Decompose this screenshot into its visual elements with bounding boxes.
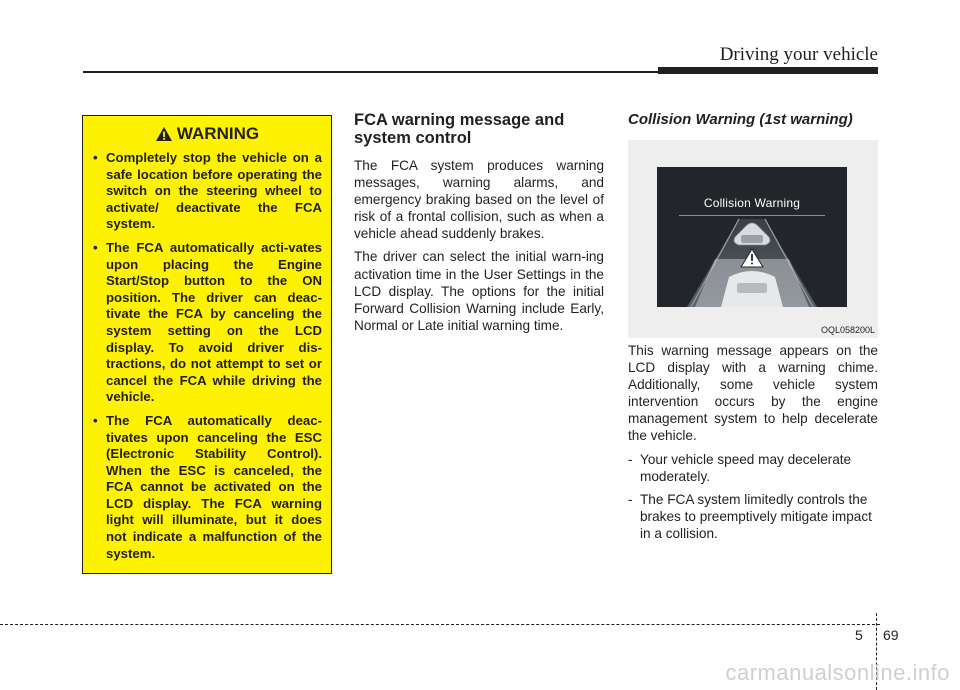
dash-item-text: Your vehicle speed may decelerate moderately.: [640, 451, 852, 484]
collision-warning-heading: Collision Warning (1st warning): [628, 111, 853, 128]
chapter-number: 5: [855, 627, 863, 643]
warning-item-text: The FCA automatically deac-tivates upon canceling the ESC (Electronic Stability Control). When the ESC is canceled, the FCA cannot be activated on the LCD display. The FCA warning light will illuminate, but it does not indicate a malfunction of the system.: [106, 412, 322, 561]
bullet-icon: •: [93, 239, 98, 255]
road-illustration: [657, 167, 847, 307]
fca-heading: FCA warning message and system control: [354, 111, 565, 147]
warning-box: [82, 115, 332, 574]
right-column-text: [628, 342, 878, 548]
paragraph: This warning message appears on the LCD display with a warning chime. Additionally, some vehicle system intervention occurs by the engine management system to help decelerate the vehicle.: [628, 343, 878, 444]
paragraph: The driver can select the initial warn-ing activation time in the User Settings in the LCD display. The options for the initial Forward Collision Warning include Early, Normal or Late initial warning time.: [354, 249, 604, 333]
section-title: Driving your vehicle: [719, 44, 878, 65]
warning-item-text: Completely stop the vehicle on a safe location before operating the switch on the steering wheel to activate/ deactivate the FCA system.: [106, 150, 322, 232]
dash-item-text: The FCA system limitedly controls the brakes to preemptively mitigate impact in a collision.: [640, 491, 872, 541]
warning-header: [83, 124, 331, 144]
figure-code: OQL058200L: [820, 325, 875, 335]
warning-item: [93, 413, 322, 562]
warning-triangle-icon: [155, 126, 173, 142]
warning-item-text: The FCA automatically acti-vates upon placing the Engine Start/Stop button to the ON position. The driver can deac-tivate the FCA by canceling the system setting on the LCD display. To avoid driver dis-tractions, do not attempt to set or cancel the FCA while driving the vehicle.: [106, 239, 322, 405]
right-column-heading-wrap: [628, 111, 878, 128]
warning-list: [93, 150, 322, 569]
figure: [628, 140, 878, 338]
screen-message: Collision Warning: [703, 196, 801, 210]
dash-icon: -: [628, 491, 633, 507]
warning-item: [93, 150, 322, 233]
page-number: 69: [883, 627, 899, 643]
footer-rule: [0, 624, 880, 625]
dash-list-item: [628, 491, 878, 542]
header-rule: [83, 71, 658, 73]
middle-column: [354, 111, 604, 340]
header-bar: [658, 67, 878, 74]
warning-item: [93, 240, 322, 406]
paragraph: The FCA system produces warning messages, warning alarms, and emergency braking based on the level of risk of a frontal collision, such as when a vehicle ahead suddenly brakes.: [354, 158, 604, 242]
dash-icon: -: [628, 451, 633, 467]
dash-list-item: [628, 451, 878, 485]
bullet-icon: •: [93, 412, 98, 428]
watermark[interactable]: carmanualsonline.info: [725, 660, 950, 685]
bullet-icon: •: [93, 150, 98, 165]
warning-title: WARNING: [176, 124, 260, 143]
lcd-screen: [657, 167, 847, 307]
